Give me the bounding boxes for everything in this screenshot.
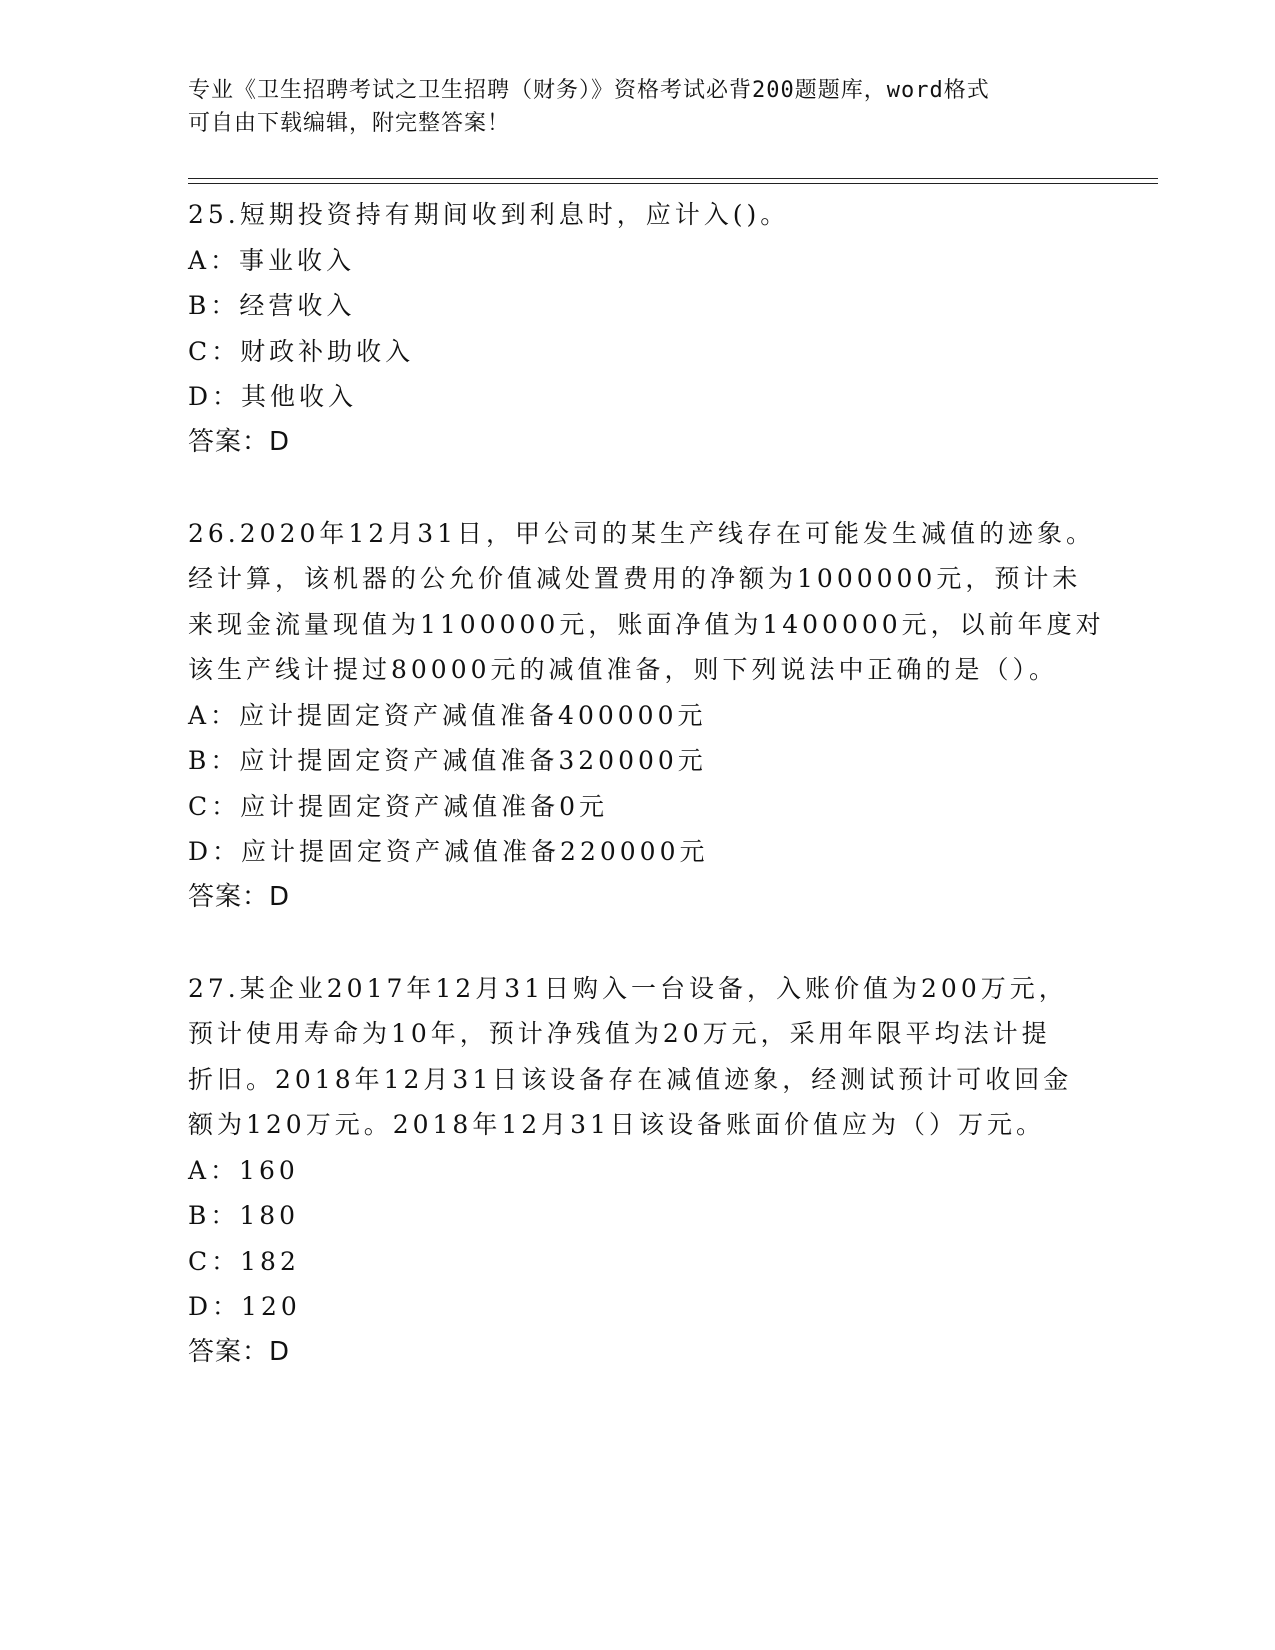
question-27: [188, 966, 1088, 1376]
header-line: 专业《卫生招聘考试之卫生招聘（财务）》资格考试必背200题题库，word格式: [188, 78, 990, 103]
option-a: A：应计提固定资产减值准备400000元: [188, 700, 707, 730]
question-stem: 预计使用寿命为10年，预计净残值为20万元，采用年限平均法计提: [188, 1019, 1051, 1048]
answer-label: 答案：D: [188, 881, 291, 912]
header-divider: [188, 178, 1158, 179]
header-divider: [188, 183, 1158, 184]
question-stem: 来现金流量现值为1100000元，账面净值为1400000元，以前年度对: [188, 609, 1105, 639]
question-25: [188, 192, 1088, 465]
answer-label: 答案：D: [188, 426, 291, 457]
option-d: D：其他收入: [188, 382, 358, 411]
question-spacer: [188, 920, 1088, 966]
question-stem: 27.某企业2017年12月31日购入一台设备，入账价值为200万元，: [188, 973, 1068, 1003]
question-26: [188, 511, 1105, 921]
option-b: B：应计提固定资产减值准备320000元: [188, 746, 707, 775]
question-stem: 25.短期投资持有期间收到利息时，应计入()。: [188, 200, 790, 229]
option-c: C：应计提固定资产减值准备0元: [188, 791, 609, 821]
header-line: 可自由下载编辑，附完整答案！: [188, 111, 511, 136]
question-spacer: [188, 465, 1088, 511]
question-stem: 折旧。2018年12月31日该设备存在减值迹象，经测试预计可收回金: [188, 1064, 1073, 1094]
option-b: B：180: [188, 1201, 300, 1230]
option-d: D：120: [188, 1292, 301, 1321]
option-a: A：事业收入: [188, 245, 356, 275]
question-stem: 26.2020年12月31日，甲公司的某生产线存在可能发生减值的迹象。: [188, 518, 1096, 548]
question-stem: 该生产线计提过80000元的减值准备，则下列说法中正确的是（）。: [188, 655, 1059, 684]
question-stem: 经计算，该机器的公允价值减处置费用的净额为1000000元，预计未: [188, 564, 1082, 593]
question-stem: 额为120万元。2018年12月31日该设备账面价值应为（）万元。: [188, 1110, 1045, 1139]
option-b: B：经营收入: [188, 291, 356, 320]
option-c: C：182: [188, 1246, 300, 1276]
answer-label: 答案：D: [188, 1336, 291, 1367]
option-d: D：应计提固定资产减值准备220000元: [188, 837, 709, 866]
option-a: A：160: [188, 1155, 299, 1185]
question-list: [188, 192, 1105, 1375]
document-header: [188, 74, 1088, 140]
option-c: C：财政补助收入: [188, 336, 415, 366]
